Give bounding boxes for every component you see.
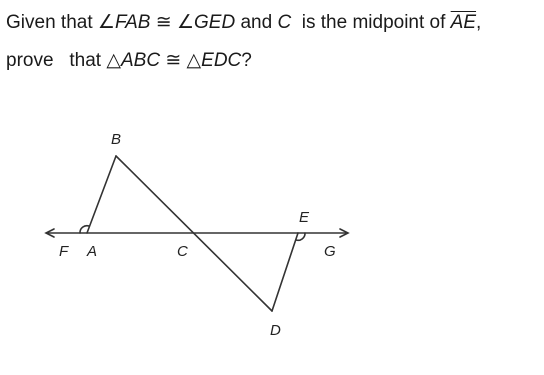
triangle-abc: ABC	[120, 50, 161, 71]
label-g: G	[324, 243, 336, 260]
triangle-symbol: △	[106, 50, 121, 71]
segment-ab	[87, 156, 116, 233]
text-prove-that: prove that	[6, 50, 107, 71]
congruent-symbol: ≅	[160, 50, 187, 71]
label-e: E	[299, 209, 310, 226]
segment-ed	[272, 233, 298, 311]
text-and: and	[235, 12, 278, 33]
triangle-edc: EDC	[201, 50, 242, 71]
label-b: B	[111, 131, 122, 148]
question-mark: ?	[241, 50, 252, 71]
point-c-text: C	[277, 12, 292, 33]
congruent-symbol: ≅	[150, 12, 177, 33]
triangle-symbol: △	[186, 50, 202, 71]
angle-symbol: ∠	[176, 12, 195, 33]
label-d: D	[270, 322, 281, 339]
label-a: A	[87, 243, 98, 260]
text-midpoint-of: is the midpoint of	[291, 12, 451, 33]
segment-ae: $\overline{AE}$	[450, 12, 477, 33]
text-comma: ,	[476, 12, 482, 33]
label-f: F	[59, 243, 69, 260]
label-c: C	[177, 243, 188, 260]
text-given-that: Given that	[6, 12, 98, 33]
angle-symbol: ∠	[97, 12, 115, 33]
angle-ged: GED	[194, 12, 236, 33]
angle-fab: FAB	[114, 12, 151, 33]
